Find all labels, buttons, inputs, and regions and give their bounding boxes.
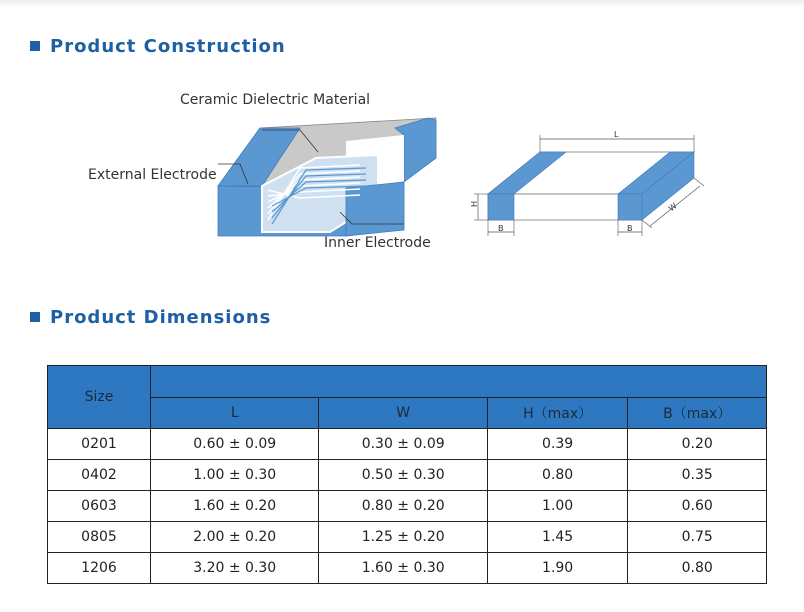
cell-size: 0603 — [48, 491, 151, 522]
section-title: Product Construction — [50, 36, 286, 57]
cell-l: 3.20 ± 0.30 — [151, 553, 319, 584]
dim-letter-l: L — [614, 130, 619, 139]
cell-b: 0.60 — [628, 491, 767, 522]
column-header-h: H（max） — [487, 398, 627, 429]
dim-left-electrode-front — [488, 194, 514, 220]
dim-letter-b-left: B — [498, 224, 504, 233]
cell-l: 0.60 ± 0.09 — [151, 429, 319, 460]
cell-h: 0.39 — [487, 429, 627, 460]
column-header-b: B（max） — [628, 398, 767, 429]
cell-b: 0.20 — [628, 429, 767, 460]
chip-dimension-drawing — [474, 135, 704, 236]
dim-letter-h: H — [470, 200, 479, 207]
cell-size: 0402 — [48, 460, 151, 491]
label-ceramic-dielectric: Ceramic Dielectric Material — [180, 92, 371, 108]
cell-size: 1206 — [48, 553, 151, 584]
dim-right-electrode-front — [618, 194, 642, 220]
label-external-electrode: External Electrode — [88, 167, 217, 183]
table-row — [48, 522, 767, 553]
header-band — [151, 366, 767, 398]
cell-size: 0201 — [48, 429, 151, 460]
section-heading-dimensions — [30, 307, 271, 328]
section-title: Product Dimensions — [50, 307, 272, 328]
square-bullet-icon — [30, 312, 40, 322]
dim-letter-w: W — [667, 201, 679, 214]
label-inner-electrode: Inner Electrode — [324, 235, 431, 251]
dimensions-table — [47, 365, 767, 584]
table-row — [48, 429, 767, 460]
cell-h: 1.45 — [487, 522, 627, 553]
table-row — [48, 491, 767, 522]
cell-h: 1.00 — [487, 491, 627, 522]
cell-h: 0.80 — [487, 460, 627, 491]
cell-w: 1.25 ± 0.20 — [319, 522, 487, 553]
table-row — [48, 553, 767, 584]
cell-l: 1.60 ± 0.20 — [151, 491, 319, 522]
cell-b: 0.80 — [628, 553, 767, 584]
cell-w: 0.50 ± 0.30 — [319, 460, 487, 491]
column-header-l: L — [151, 398, 319, 429]
column-header-w: W — [319, 398, 487, 429]
cell-l: 2.00 ± 0.20 — [151, 522, 319, 553]
cell-size: 0805 — [48, 522, 151, 553]
cell-l: 1.00 ± 0.30 — [151, 460, 319, 491]
cell-h: 1.90 — [487, 553, 627, 584]
cell-w: 1.60 ± 0.30 — [319, 553, 487, 584]
table-row — [48, 460, 767, 491]
cell-b: 0.35 — [628, 460, 767, 491]
cell-w: 0.80 ± 0.20 — [319, 491, 487, 522]
dim-letter-b-right: B — [627, 224, 633, 233]
size-header: Size — [48, 366, 151, 429]
chip-cutaway-illustration — [0, 0, 804, 300]
cell-b: 0.75 — [628, 522, 767, 553]
cell-w: 0.30 ± 0.09 — [319, 429, 487, 460]
